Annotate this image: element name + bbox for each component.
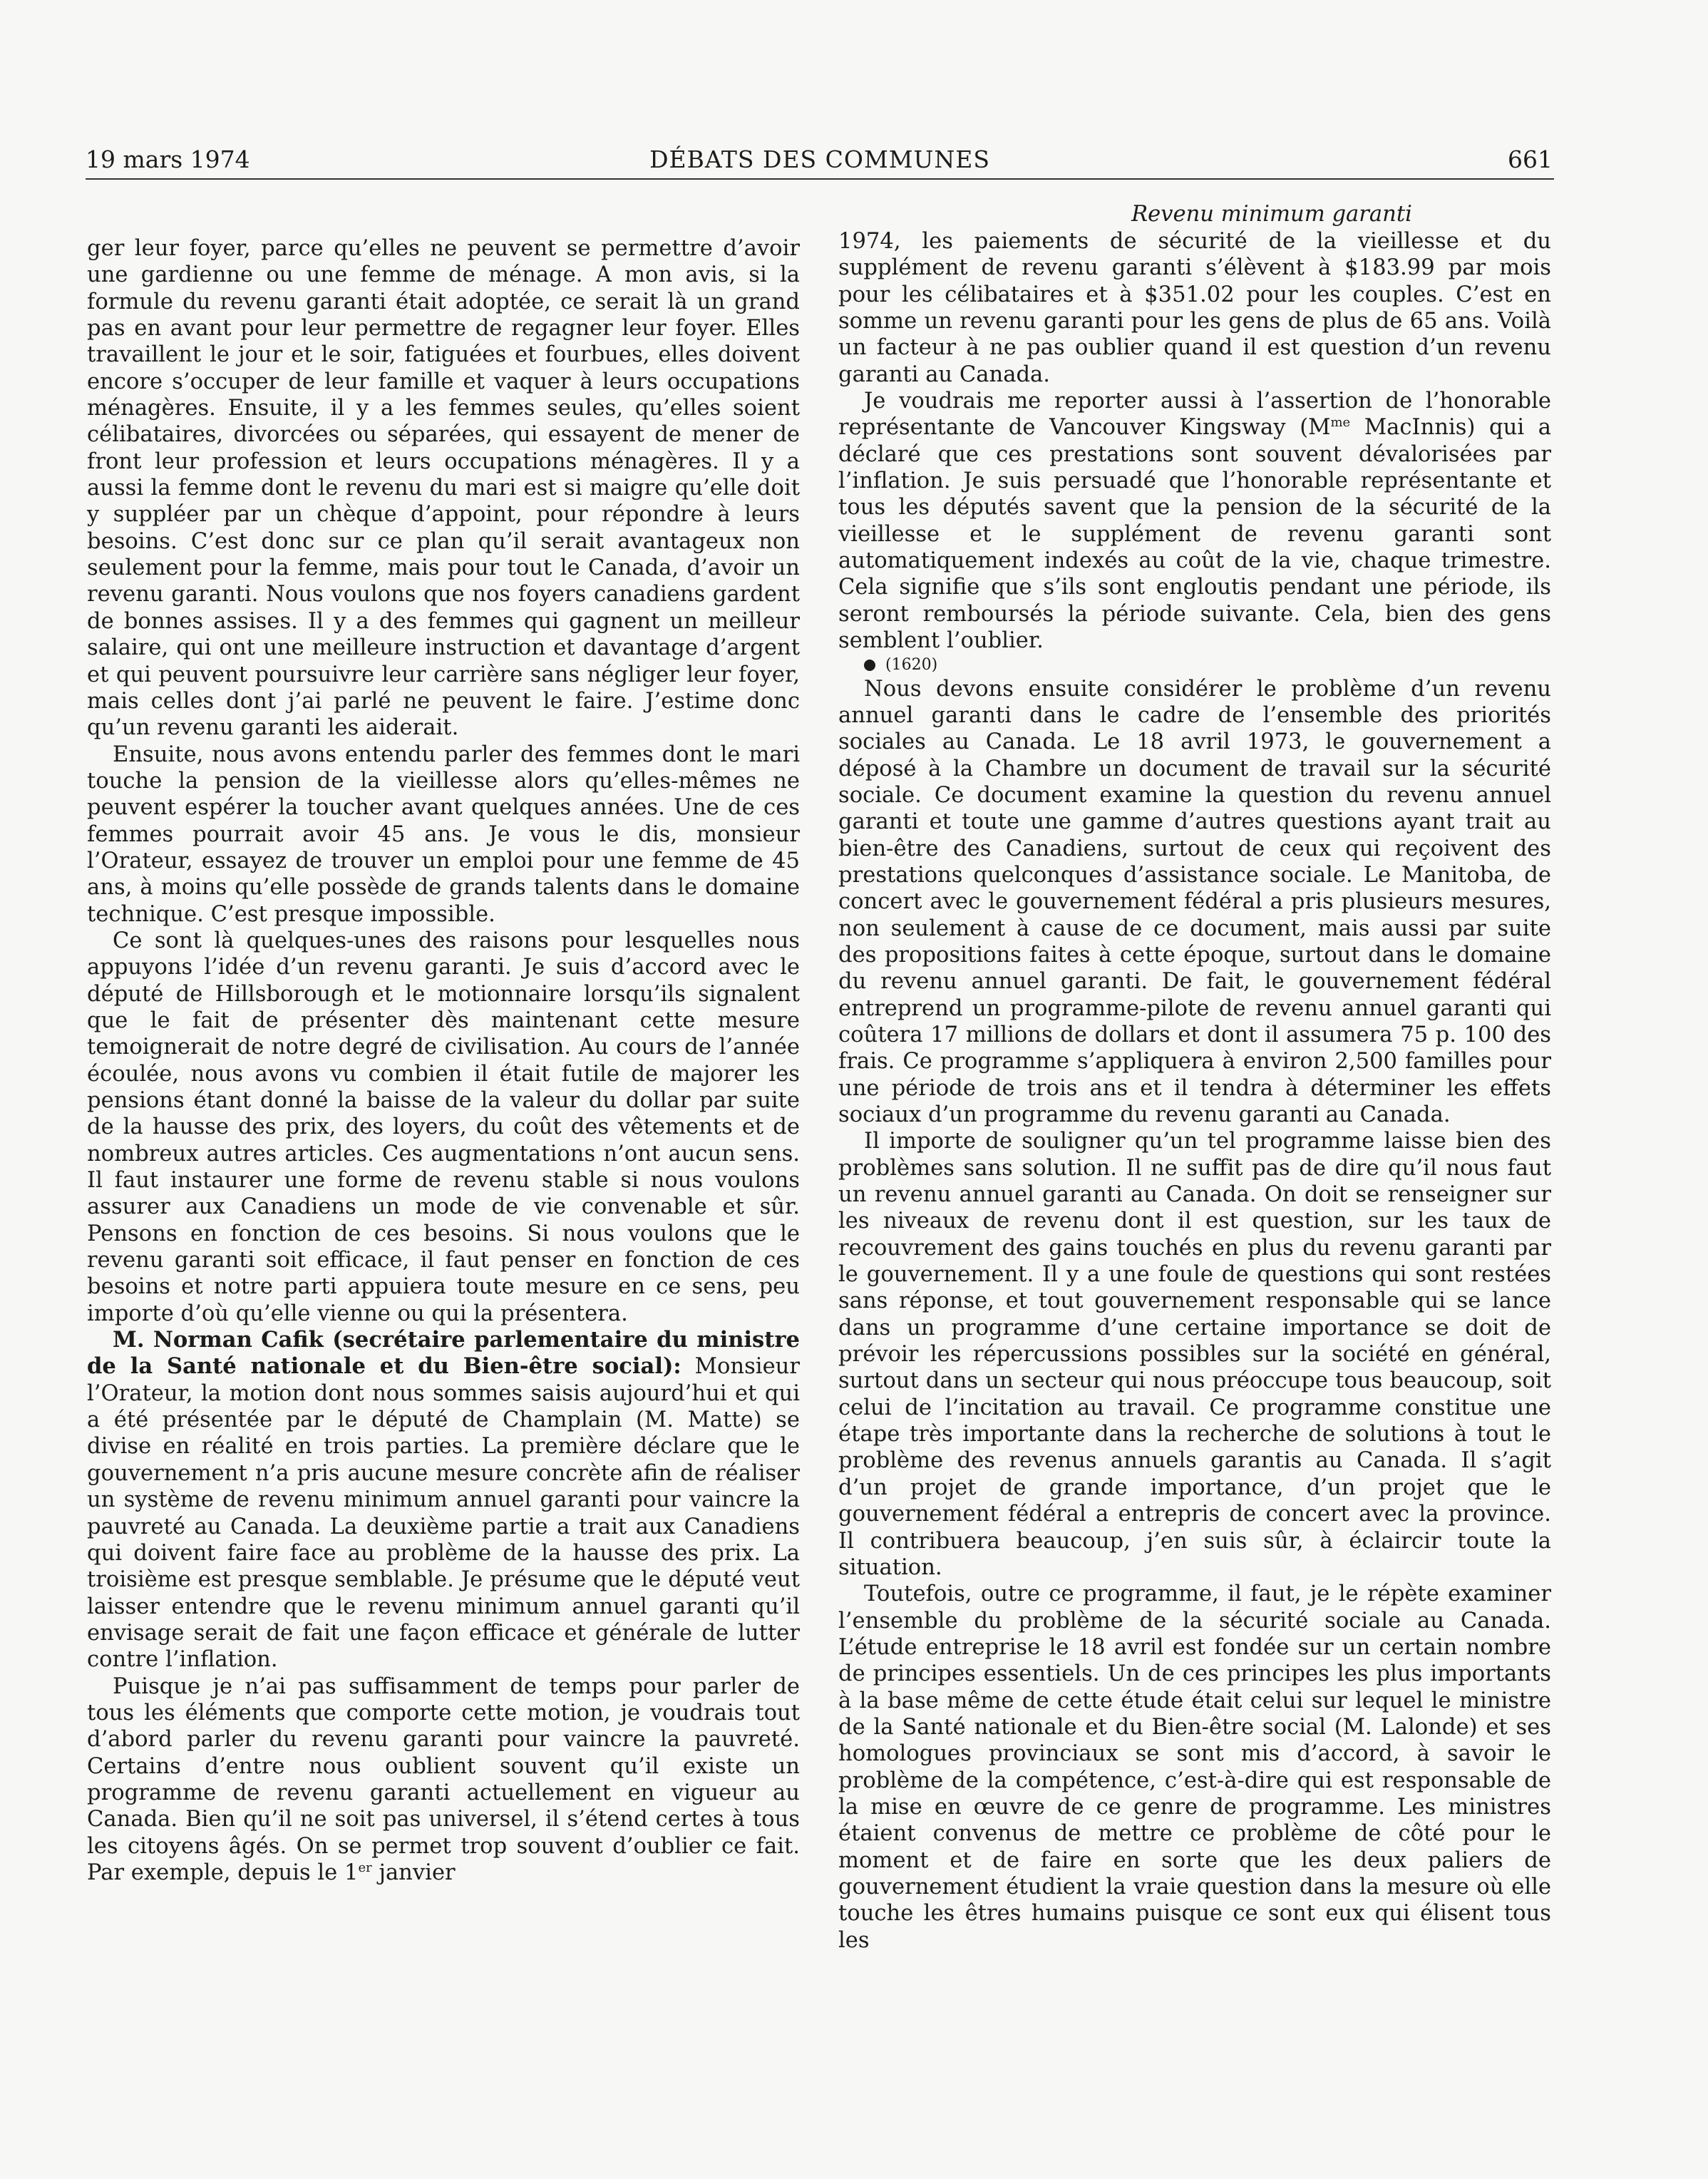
left-paragraph-5 bbox=[87, 1673, 800, 1887]
superscript-me: me bbox=[1330, 415, 1351, 431]
bullet-dot-icon bbox=[864, 660, 875, 671]
left-paragraph-3: Ce sont là quelques-unes des raisons pour lesquelles nous appuyons l’idée d’un revenu garanti. Je suis d’accord avec le député de Hillsborough et le motionnaire lorsqu’ils signalent que le fait de présenter dès maintenant cette mesure temoignerait de notre degré de civilisation. Au cours de l’année écoulée, nous avons vu combien il était futile de majorer les pensions étant donné la baisse de la valeur du dollar par suite de la hausse des prix, des loyers, du coût des vêtements et de nombreux autres articles. Ces augmentations n’ont aucun sens. Il faut instaurer une forme de revenu stable si nous voulons assurer aux Canadiens un mode de vie convenable et sûr. Pensons en fonction de ces besoins. Si nous voulons que le revenu garanti soit efficace, il faut penser en fonction de ces besoins et notre parti appuiera toute mesure en ce sens, peu importe d’où qu’elle vienne ou qui la présentera. bbox=[87, 928, 800, 1326]
right-paragraph-5: Toutefois, outre ce programme, il faut, je le répète examiner l’ensemble du problème de la sécurité sociale au Canada. L’étude entreprise le 18 avril est fondée sur un certain nombre de principes essentiels. Un de ces principes les plus importants à la base même de cette étude était celui sur lequel le ministre de la Santé nationale et du Bien-être social (M. Lalonde) et ses homologues provinciaux se sont mis d’accord, à savoir le problème de la compétence, c’est-à-dire qui est responsable de la mise en œuvre de ce genre de programme. Les ministres étaient convenus de mettre ce problème de côté pour le moment et de faire en sorte que les deux paliers de gouvernement étudient la vraie question dans la mesure où elle touche les êtres humains puisque ce sont eux qui élisent tous les bbox=[838, 1581, 1551, 1953]
left-paragraph-2: Ensuite, nous avons entendu parler des femmes dont le mari touche la pension de la vieillesse alors qu’elles-mêmes ne peuvent espérer la toucher avant quelques années. Une de ces femmes pourrait avoir 45 ans. Je vous le dis, monsieur l’Orateur, essayez de trouver un emploi pour une femme de 45 ans, à moins qu’elle possède de grands talents dans le domaine technique. C’est presque impossible. bbox=[87, 742, 800, 927]
header-date: 19 mars 1974 bbox=[86, 145, 250, 173]
right-paragraph-2-b: MacInnis) qui a déclaré que ces prestations sont souvent dévalorisées par l’inflation. Je suis persuadé que l’honorable représentante et tous les députés savent que la pension de la sécurité de la vieillesse et le supplément de revenu garanti sont automatiquement indexés au coût de la vie, chaque trimestre. Cela signifie que s’ils sont engloutis pendant une période, ils seront remboursés la période suivante. Cela, bien des gens semblent l’oublier. bbox=[838, 415, 1551, 654]
right-paragraph-3: Nous devons ensuite considérer le problème d’un revenu annuel garanti dans le cadre de l’ensemble des priorités sociales au Canada. Le 18 avril 1973, le gouvernement a déposé à la Chambre un document de travail sur la sécurité sociale. Ce document examine la question du revenu annuel garanti et toute une gamme d’autres questions ayant trait au bien-être des Canadiens, surtout de ceux qui reçoivent des prestations quelconques d’assistance sociale. Le Manitoba, de concert avec le gouvernement fédéral a pris plusieurs mesures, non seulement à cause de ce document, mais aussi par suite des propositions faites à cette époque, surtout dans le domaine du revenu annuel garanti. De fait, le gouvernement fédéral entreprend un programme-pilote de revenu annuel garanti qui coûtera 17 millions de dollars et dont il assumera 75 p. 100 des frais. Ce programme s’appliquera à environ 2,500 familles pour une période de trois ans et il tendra à déterminer les effets sociaux d’un programme du revenu garanti au Canada. bbox=[838, 676, 1551, 1127]
speaker-name: M. Norman Cafik (secrétaire parlementaire du ministre de la Santé nationale et du Bien-être social): bbox=[87, 1327, 800, 1380]
speaker-text: Monsieur l’Orateur, la motion dont nous sommes saisis aujourd’hui et qui a été présentée par le député de Champlain (M. Matte) se divise en réalité en trois parties. La première déclare que le gouvernement n’a pris aucune mesure concrète afin de réaliser un système de revenu minimum annuel garanti pour vaincre la pauvreté au Canada. La deuxième partie a trait aux Canadiens qui doivent faire face au problème de la hausse des prix. La troisième est presque semblable. Je présume que le député veut laisser entendre que le revenu minimum annuel garanti qu’il envisage serait de fait une façon efficace et générale de lutter contre l’inflation. bbox=[87, 1354, 800, 1673]
page-header bbox=[86, 143, 1554, 180]
right-paragraph-4: Il importe de souligner qu’un tel programme laisse bien des problèmes sans solution. Il ne suffit pas de dire qu’il nous faut un revenu annuel garanti au Canada. On doit se renseigner sur les niveaux de revenu dont il est question, sur les taux de recouvrement des gains touchés en plus du revenu garanti par le gouvernement. Il y a une foule de questions qui sont restées sans réponse, et tout gouvernement responsable qui se lance dans un programme d’une certaine importance se doit de prévoir les répercussions possibles sur la société en général, surtout dans un secteur qui nous préoccupe tous beaucoup, soit celui de l’incitation au travail. Ce programme constitue une étape très importante dans la recherche de solutions à tout le problème des revenus annuels garantis au Canada. Il s’agit d’un projet de grande importance, d’un projet que le gouvernement fédéral a entrepris de concert avec la province. Il contribuera beaucoup, j’en suis sûr, à éclaircir toute la situation. bbox=[838, 1129, 1551, 1580]
left-paragraph-5-text: Puisque je n’ai pas suffisamment de temps pour parler de tous les éléments que comporte cette motion, je voudrais tout d’abord parler du revenu garanti pour vaincre la pauvreté. Certains d’entre nous oublient souvent qu’il existe un programme de revenu garanti actuellement en vigueur au Canada. Bien qu’il ne soit pas universel, il s’étend certes à tous les citoyens âgés. On se permet trop souvent d’oublier ce fait. Par exemple, depuis le 1 bbox=[87, 1673, 800, 1885]
time-marker bbox=[838, 655, 1551, 676]
right-paragraph-2-a: Je voudrais me reporter aussi à l’assertion de l’honorable représentante de Vancouver Kingsway (M bbox=[838, 389, 1551, 441]
superscript-er: er bbox=[358, 1860, 372, 1875]
time-marker-text: (1620) bbox=[885, 655, 938, 674]
left-paragraph-4 bbox=[87, 1327, 800, 1673]
left-column bbox=[87, 235, 800, 1886]
left-paragraph-5-end: janvier bbox=[371, 1860, 456, 1885]
header-page-number: 661 bbox=[1508, 145, 1553, 173]
right-paragraph-2 bbox=[838, 388, 1551, 654]
right-column bbox=[838, 201, 1551, 1954]
header-title: DÉBATS DES COMMUNES bbox=[649, 145, 990, 173]
running-head: Revenu minimum garanti bbox=[1131, 202, 1412, 227]
right-paragraph-1: 1974, les paiements de sécurité de la vieillesse et du supplément de revenu garanti s’élèvent à $183.99 par mois pour les célibataires et à $351.02 pour les couples. C’est en somme un revenu garanti pour les gens de plus de 65 ans. Voilà un facteur à ne pas oublier quand il est question d’un revenu garanti au Canada. bbox=[838, 229, 1551, 387]
left-paragraph-1: ger leur foyer, parce qu’elles ne peuvent se permettre d’avoir une gardienne ou une femme de ménage. A mon avis, si la formule du revenu garanti était adoptée, ce serait là un grand pas en avant pour leur permettre de regagner leur foyer. Elles travaillent le jour et le soir, fatiguées et fourbues, elles doivent encore s’occuper de leur famille et vaquer à leurs occupations ménagères. Ensuite, il y a les femmes seules, qu’elles soient célibataires, divorcées ou séparées, qui essayent de mener de front leur profession et leurs occupations ménagères. Il y a aussi la femme dont le revenu du mari est si maigre qu’elle doit y suppléer par un chèque d’appoint, pour répondre à leurs besoins. C’est donc sur ce plan qu’il serait avantageux non seulement pour la femme, mais pour tout le Canada, d’avoir un revenu garanti. Nous voulons que nos foyers canadiens gardent de bonnes assises. Il y a des femmes qui gagnent un meilleur salaire, qui ont une meilleure instruction et davantage d’argent et qui peuvent poursuivre leur carrière sans négliger leur foyer, mais celles dont j’ai parlé ne peuvent le faire. J’estime donc qu’un revenu garanti les aiderait. bbox=[87, 236, 800, 741]
